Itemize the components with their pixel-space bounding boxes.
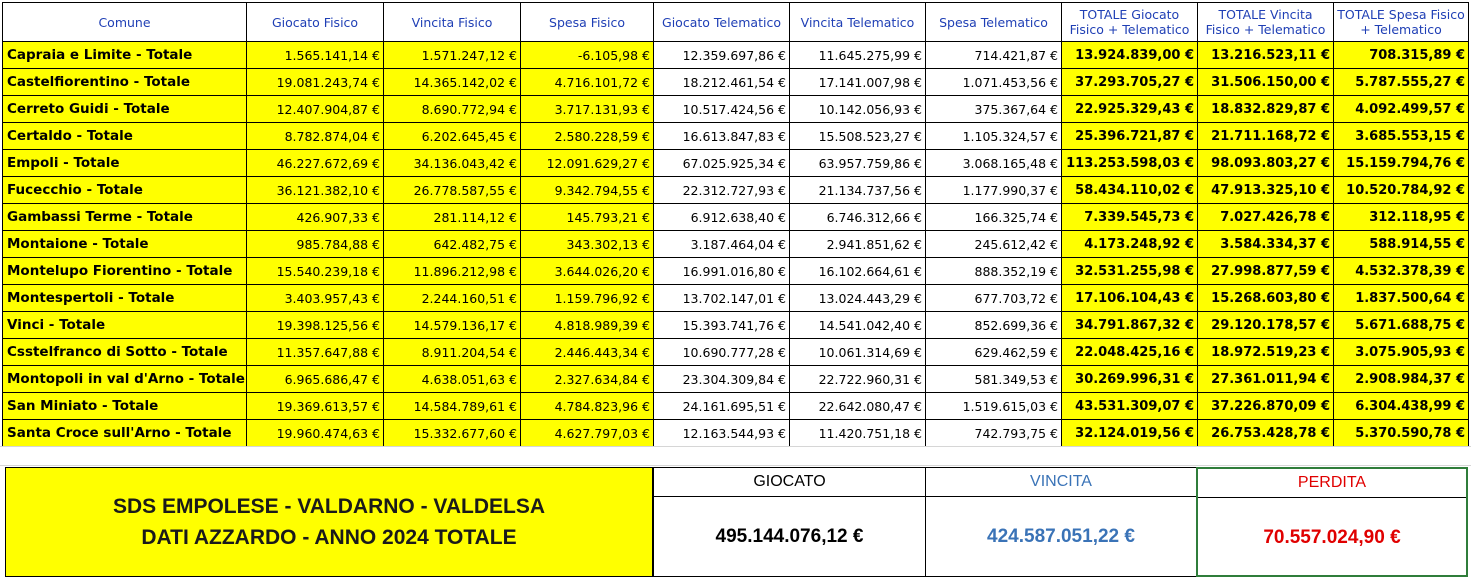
vincita-label: VINCITA (926, 468, 1196, 497)
cell-vincita-fisico: 8.690.772,94 € (384, 96, 521, 123)
cell-vincita-telematico: 15.508.523,27 € (790, 123, 926, 150)
cell-totale-vincita: 18.972.519,23 € (1198, 339, 1334, 366)
table-row (3, 393, 1469, 420)
cell-spesa-telematico: 1.177.990,37 € (926, 177, 1062, 204)
cell-vincita-fisico: 1.571.247,12 € (384, 42, 521, 69)
perdita-label: PERDITA (1198, 469, 1466, 498)
cell-vincita-fisico: 2.244.160,51 € (384, 285, 521, 312)
cell-spesa-telematico: 581.349,53 € (926, 366, 1062, 393)
col-header-totale-giocato: TOTALE Giocato Fisico + Telematico (1062, 3, 1198, 42)
cell-totale-spesa: 3.075.905,93 € (1334, 339, 1469, 366)
col-header-vincita-telematico: Vincita Telematico (790, 3, 926, 42)
cell-totale-giocato: 32.531.255,98 € (1062, 258, 1198, 285)
cell-totale-giocato: 30.269.996,31 € (1062, 366, 1198, 393)
table-row (3, 312, 1469, 339)
cell-totale-giocato: 4.173.248,92 € (1062, 231, 1198, 258)
cell-vincita-telematico: 11.420.751,18 € (790, 420, 926, 447)
cell-vincita-telematico: 63.957.759,86 € (790, 150, 926, 177)
vincita-value: 424.587.051,22 € (987, 526, 1135, 547)
giocato-summary-box (653, 467, 926, 577)
vincita-summary-box (925, 467, 1197, 577)
cell-vincita-telematico: 13.024.443,29 € (790, 285, 926, 312)
cell-giocato-fisico: 19.398.125,56 € (247, 312, 384, 339)
cell-totale-spesa: 5.370.590,78 € (1334, 420, 1469, 447)
cell-totale-vincita: 15.268.603,80 € (1198, 285, 1334, 312)
summary-title-line2: DATI AZZARDO - ANNO 2024 TOTALE (141, 526, 517, 549)
cell-totale-giocato: 34.791.867,32 € (1062, 312, 1198, 339)
cell-totale-spesa: 312.118,95 € (1334, 204, 1469, 231)
cell-totale-spesa: 4.532.378,39 € (1334, 258, 1469, 285)
cell-comune: Gambassi Terme - Totale (3, 204, 247, 231)
cell-giocato-fisico: 19.960.474,63 € (247, 420, 384, 447)
cell-spesa-fisico: 1.159.796,92 € (521, 285, 654, 312)
table-row (3, 366, 1469, 393)
cell-spesa-telematico: 166.325,74 € (926, 204, 1062, 231)
cell-spesa-telematico: 677.703,72 € (926, 285, 1062, 312)
cell-giocato-telematico: 3.187.464,04 € (654, 231, 790, 258)
cell-spesa-fisico: 2.580.228,59 € (521, 123, 654, 150)
cell-giocato-fisico: 15.540.239,18 € (247, 258, 384, 285)
cell-giocato-fisico: 36.121.382,10 € (247, 177, 384, 204)
giocato-value: 495.144.076,12 € (715, 526, 864, 547)
cell-comune: Fucecchio - Totale (3, 177, 247, 204)
cell-comune: Capraia e Limite - Totale (3, 42, 247, 69)
cell-spesa-telematico: 1.071.453,56 € (926, 69, 1062, 96)
cell-vincita-fisico: 642.482,75 € (384, 231, 521, 258)
cell-spesa-telematico: 629.462,59 € (926, 339, 1062, 366)
cell-giocato-telematico: 6.912.638,40 € (654, 204, 790, 231)
cell-totale-giocato: 113.253.598,03 € (1062, 150, 1198, 177)
cell-comune: Cerreto Guidi - Totale (3, 96, 247, 123)
cell-giocato-fisico: 3.403.957,43 € (247, 285, 384, 312)
cell-giocato-telematico: 10.517.424,56 € (654, 96, 790, 123)
cell-giocato-telematico: 12.163.544,93 € (654, 420, 790, 447)
cell-giocato-fisico: 19.369.613,57 € (247, 393, 384, 420)
cell-giocato-fisico: 426.907,33 € (247, 204, 384, 231)
table-row (3, 339, 1469, 366)
cell-vincita-fisico: 14.584.789,61 € (384, 393, 521, 420)
table-row (3, 204, 1469, 231)
cell-vincita-telematico: 22.722.960,31 € (790, 366, 926, 393)
cell-spesa-fisico: 4.784.823,96 € (521, 393, 654, 420)
cell-spesa-telematico: 1.105.324,57 € (926, 123, 1062, 150)
cell-giocato-telematico: 10.690.777,28 € (654, 339, 790, 366)
col-header-giocato-telematico: Giocato Telematico (654, 3, 790, 42)
cell-spesa-telematico: 3.068.165,48 € (926, 150, 1062, 177)
table-row (3, 258, 1469, 285)
cell-giocato-telematico: 18.212.461,54 € (654, 69, 790, 96)
cell-vincita-telematico: 22.642.080,47 € (790, 393, 926, 420)
cell-vincita-telematico: 10.061.314,69 € (790, 339, 926, 366)
grid-line (0, 446, 1471, 447)
table-row (3, 177, 1469, 204)
cell-vincita-fisico: 11.896.212,98 € (384, 258, 521, 285)
cell-totale-vincita: 27.998.877,59 € (1198, 258, 1334, 285)
cell-vincita-telematico: 10.142.056,93 € (790, 96, 926, 123)
cell-totale-spesa: 5.787.555,27 € (1334, 69, 1469, 96)
cell-totale-spesa: 2.908.984,37 € (1334, 366, 1469, 393)
cell-vincita-telematico: 17.141.007,98 € (790, 69, 926, 96)
col-header-totale-spesa: TOTALE Spesa Fisico + Telematico (1334, 3, 1469, 42)
cell-giocato-fisico: 985.784,88 € (247, 231, 384, 258)
cell-spesa-fisico: 12.091.629,27 € (521, 150, 654, 177)
cell-spesa-fisico: 2.446.443,34 € (521, 339, 654, 366)
cell-vincita-fisico: 14.579.136,17 € (384, 312, 521, 339)
cell-comune: Montopoli in val d'Arno - Totale (3, 366, 247, 393)
cell-totale-vincita: 31.506.150,00 € (1198, 69, 1334, 96)
cell-spesa-fisico: 3.644.026,20 € (521, 258, 654, 285)
cell-spesa-fisico: 343.302,13 € (521, 231, 654, 258)
cell-vincita-fisico: 34.136.043,42 € (384, 150, 521, 177)
cell-spesa-fisico: 2.327.634,84 € (521, 366, 654, 393)
cell-vincita-fisico: 8.911.204,54 € (384, 339, 521, 366)
cell-giocato-telematico: 23.304.309,84 € (654, 366, 790, 393)
cell-vincita-telematico: 16.102.664,61 € (790, 258, 926, 285)
cell-comune: Montelupo Fiorentino - Totale (3, 258, 247, 285)
cell-vincita-fisico: 281.114,12 € (384, 204, 521, 231)
cell-totale-spesa: 3.685.553,15 € (1334, 123, 1469, 150)
cell-vincita-telematico: 11.645.275,99 € (790, 42, 926, 69)
cell-totale-spesa: 4.092.499,57 € (1334, 96, 1469, 123)
cell-giocato-telematico: 22.312.727,93 € (654, 177, 790, 204)
cell-totale-vincita: 26.753.428,78 € (1198, 420, 1334, 447)
cell-totale-giocato: 7.339.545,73 € (1062, 204, 1198, 231)
table-row (3, 150, 1469, 177)
col-header-totale-vincita: TOTALE Vincita Fisico + Telematico (1198, 3, 1334, 42)
cell-totale-giocato: 32.124.019,56 € (1062, 420, 1198, 447)
cell-spesa-telematico: 245.612,42 € (926, 231, 1062, 258)
cell-totale-spesa: 10.520.784,92 € (1334, 177, 1469, 204)
cell-totale-vincita: 29.120.178,57 € (1198, 312, 1334, 339)
cell-totale-giocato: 37.293.705,27 € (1062, 69, 1198, 96)
perdita-value: 70.557.024,90 € (1263, 527, 1401, 548)
cell-vincita-fisico: 14.365.142,02 € (384, 69, 521, 96)
cell-spesa-fisico: 9.342.794,55 € (521, 177, 654, 204)
cell-totale-spesa: 1.837.500,64 € (1334, 285, 1469, 312)
giocato-label: GIOCATO (654, 468, 925, 497)
cell-totale-vincita: 98.093.803,27 € (1198, 150, 1334, 177)
table-row (3, 285, 1469, 312)
cell-spesa-fisico: 145.793,21 € (521, 204, 654, 231)
cell-totale-giocato: 22.925.329,43 € (1062, 96, 1198, 123)
cell-comune: San Miniato - Totale (3, 393, 247, 420)
cell-vincita-telematico: 2.941.851,62 € (790, 231, 926, 258)
cell-vincita-telematico: 21.134.737,56 € (790, 177, 926, 204)
cell-spesa-fisico: 4.627.797,03 € (521, 420, 654, 447)
col-header-spesa-fisico: Spesa Fisico (521, 3, 654, 42)
cell-totale-vincita: 18.832.829,87 € (1198, 96, 1334, 123)
cell-comune: Montespertoli - Totale (3, 285, 247, 312)
cell-totale-giocato: 43.531.309,07 € (1062, 393, 1198, 420)
cell-comune: Santa Croce sull'Arno - Totale (3, 420, 247, 447)
cell-totale-vincita: 21.711.168,72 € (1198, 123, 1334, 150)
cell-giocato-telematico: 24.161.695,51 € (654, 393, 790, 420)
cell-totale-spesa: 15.159.794,76 € (1334, 150, 1469, 177)
cell-spesa-telematico: 714.421,87 € (926, 42, 1062, 69)
cell-giocato-telematico: 16.613.847,83 € (654, 123, 790, 150)
cell-totale-vincita: 3.584.334,37 € (1198, 231, 1334, 258)
cell-comune: Vinci - Totale (3, 312, 247, 339)
cell-giocato-fisico: 6.965.686,47 € (247, 366, 384, 393)
cell-spesa-telematico: 742.793,75 € (926, 420, 1062, 447)
cell-totale-giocato: 58.434.110,02 € (1062, 177, 1198, 204)
cell-giocato-telematico: 13.702.147,01 € (654, 285, 790, 312)
cell-totale-spesa: 708.315,89 € (1334, 42, 1469, 69)
cell-spesa-telematico: 852.699,36 € (926, 312, 1062, 339)
cell-vincita-fisico: 6.202.645,45 € (384, 123, 521, 150)
cell-giocato-fisico: 8.782.874,04 € (247, 123, 384, 150)
cell-totale-giocato: 25.396.721,87 € (1062, 123, 1198, 150)
cell-spesa-fisico: 4.716.101,72 € (521, 69, 654, 96)
cell-totale-vincita: 37.226.870,09 € (1198, 393, 1334, 420)
cell-spesa-fisico: -6.105,98 € (521, 42, 654, 69)
cell-comune: Certaldo - Totale (3, 123, 247, 150)
cell-totale-vincita: 47.913.325,10 € (1198, 177, 1334, 204)
table-row (3, 42, 1469, 69)
cell-giocato-fisico: 12.407.904,87 € (247, 96, 384, 123)
col-header-giocato-fisico: Giocato Fisico (247, 3, 384, 42)
col-header-spesa-telematico: Spesa Telematico (926, 3, 1062, 42)
perdita-summary-box (1196, 467, 1468, 577)
cell-totale-spesa: 6.304.438,99 € (1334, 393, 1469, 420)
summary-title-box (5, 467, 653, 577)
col-header-vincita-fisico: Vincita Fisico (384, 3, 521, 42)
cell-spesa-telematico: 888.352,19 € (926, 258, 1062, 285)
cell-spesa-telematico: 1.519.615,03 € (926, 393, 1062, 420)
cell-totale-giocato: 13.924.839,00 € (1062, 42, 1198, 69)
cell-giocato-telematico: 15.393.741,76 € (654, 312, 790, 339)
cell-giocato-fisico: 1.565.141,14 € (247, 42, 384, 69)
cell-giocato-telematico: 12.359.697,86 € (654, 42, 790, 69)
cell-comune: Empoli - Totale (3, 150, 247, 177)
col-header-comune: Comune (3, 3, 247, 42)
cell-vincita-fisico: 15.332.677,60 € (384, 420, 521, 447)
cell-giocato-fisico: 46.227.672,69 € (247, 150, 384, 177)
cell-giocato-fisico: 19.081.243,74 € (247, 69, 384, 96)
cell-totale-giocato: 22.048.425,16 € (1062, 339, 1198, 366)
cell-totale-giocato: 17.106.104,43 € (1062, 285, 1198, 312)
cell-spesa-fisico: 4.818.989,39 € (521, 312, 654, 339)
table-row (3, 69, 1469, 96)
table-row (3, 231, 1469, 258)
cell-giocato-telematico: 16.991.016,80 € (654, 258, 790, 285)
cell-vincita-fisico: 4.638.051,63 € (384, 366, 521, 393)
cell-giocato-fisico: 11.357.647,88 € (247, 339, 384, 366)
cell-comune: Castelfiorentino - Totale (3, 69, 247, 96)
cell-vincita-telematico: 6.746.312,66 € (790, 204, 926, 231)
cell-vincita-fisico: 26.778.587,55 € (384, 177, 521, 204)
table-row (3, 96, 1469, 123)
cell-totale-vincita: 27.361.011,94 € (1198, 366, 1334, 393)
table-row (3, 123, 1469, 150)
grid-line (0, 465, 1471, 466)
cell-comune: Csstelfranco di Sotto - Totale (3, 339, 247, 366)
cell-totale-spesa: 588.914,55 € (1334, 231, 1469, 258)
cell-giocato-telematico: 67.025.925,34 € (654, 150, 790, 177)
table-row (3, 420, 1469, 447)
cell-vincita-telematico: 14.541.042,40 € (790, 312, 926, 339)
cell-comune: Montaione - Totale (3, 231, 247, 258)
cell-totale-vincita: 13.216.523,11 € (1198, 42, 1334, 69)
cell-spesa-telematico: 375.367,64 € (926, 96, 1062, 123)
cell-totale-vincita: 7.027.426,78 € (1198, 204, 1334, 231)
summary-title-line1: SDS EMPOLESE - VALDARNO - VALDELSA (112, 495, 546, 518)
cell-totale-spesa: 5.671.688,75 € (1334, 312, 1469, 339)
header-row (3, 3, 1469, 42)
gambling-data-table (2, 2, 1469, 447)
cell-spesa-fisico: 3.717.131,93 € (521, 96, 654, 123)
